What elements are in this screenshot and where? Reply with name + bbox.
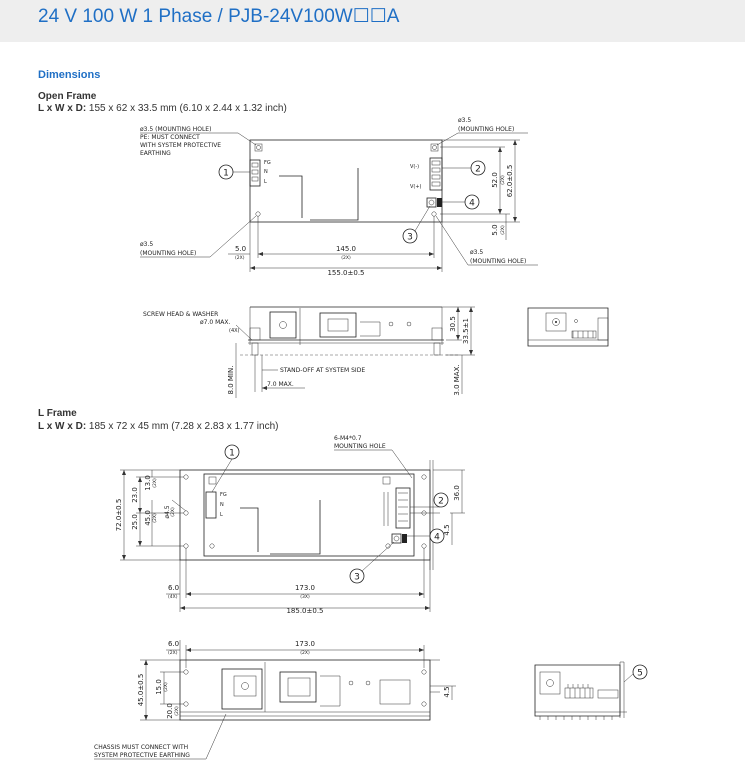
l-side-dim-60-qty: (2X) <box>168 651 178 656</box>
l-side-dim-1730: 173.0 <box>294 640 316 648</box>
label-fg: FG <box>264 160 271 166</box>
l-frame-mounting-hole <box>184 544 188 548</box>
dim-145: 145.0 <box>335 245 357 253</box>
label-n: N <box>264 169 268 175</box>
l-frame-side-outline <box>180 660 430 720</box>
l-frame-ac-terminal <box>206 492 216 518</box>
mh-bot-right-text: ø3.5 <box>470 249 484 256</box>
mh-top-left-text: EARTHING <box>140 150 171 157</box>
l-dim-1730: 173.0 <box>294 584 316 592</box>
l-dim-phi45: ø4.5 <box>164 505 171 519</box>
dim-335: 33.5±1 <box>462 318 470 344</box>
chassis-text: CHASSIS MUST CONNECT WITH <box>94 744 189 751</box>
dim-145-qty: (2X) <box>341 256 351 261</box>
l-dim-250: 25.0 <box>131 514 139 530</box>
label-vpos: V(+) <box>410 184 422 190</box>
svg-text:2: 2 <box>475 164 481 175</box>
dim-5v-qty: (2X) <box>501 225 506 235</box>
side-capacitor <box>320 313 356 337</box>
page-title: 24 V 100 W 1 Phase / PJB-24V100W☐☐A <box>38 6 400 27</box>
open-frame-end-view <box>528 308 608 346</box>
svg-text:5: 5 <box>637 668 643 679</box>
dim-3max: 3.0 MAX. <box>453 364 461 396</box>
label-l: L <box>264 179 267 185</box>
dim-155: 155.0±0.5 <box>327 269 365 277</box>
screw-head-text: SCREW HEAD & WASHER <box>143 311 219 318</box>
svg-text:1: 1 <box>229 448 235 459</box>
svg-text:1: 1 <box>223 168 229 179</box>
open-frame-top-view <box>140 117 538 277</box>
l-dim-60-qty: (4X) <box>168 595 178 600</box>
l-dim-1730-qty: (3X) <box>300 595 310 600</box>
l-frame-side-view <box>94 640 456 759</box>
l-frame-spec-label: L x W x D: <box>38 421 87 432</box>
voltage-adjust-pot <box>427 198 436 207</box>
svg-text:4: 4 <box>434 532 440 543</box>
open-frame-mounting-hole <box>432 212 436 216</box>
l-frame-mounting-hole <box>184 475 188 479</box>
l-mh-text: 6-M4*0.7 <box>334 435 362 442</box>
mh-top-right-text: (MOUNTING HOLE) <box>458 126 515 133</box>
dim-7max: 7.0 MAX. <box>267 381 294 388</box>
open-frame-pcb-outline <box>250 140 442 222</box>
l-label-l: L <box>220 512 223 518</box>
svg-text:3: 3 <box>407 232 413 243</box>
l-frame-title: L Frame <box>38 408 77 419</box>
l-frame-mounting-hole <box>184 511 188 515</box>
l-frame-dc-terminal <box>396 488 410 528</box>
open-frame-spec-value: 155 x 62 x 33.5 mm (6.10 x 2.44 x 1.32 inch) <box>86 103 287 114</box>
l-frame-spec-value: 185 x 72 x 45 mm (7.28 x 2.83 x 1.77 inch) <box>86 421 279 432</box>
l-mh-text: MOUNTING HOLE <box>334 443 386 450</box>
l-dim-130: 13.0 <box>144 475 152 491</box>
dim-8min: 8.0 MIN. <box>227 365 235 395</box>
open-frame-spec-label: L x W x D: <box>38 103 87 114</box>
l-dim-230: 23.0 <box>131 487 139 503</box>
mh-top-right-text: ø3.5 <box>458 117 472 124</box>
l-side-dim-60: 6.0 <box>168 640 180 648</box>
dim-52-qty: (2X) <box>501 175 506 185</box>
dim-305: 30.5 <box>449 316 457 332</box>
l-dim-45: 4.5 <box>443 524 451 536</box>
mh-top-left-text: PE: MUST CONNECT <box>140 134 200 141</box>
l-frame-end-view <box>535 662 647 720</box>
l-dim-130-qty: (2X) <box>153 478 158 488</box>
l-frame-top-view <box>115 435 465 615</box>
l-label-fg: FG <box>220 492 227 498</box>
l-dim-720: 72.0±0.5 <box>115 498 123 532</box>
l-dim-phi45-qty: (2X) <box>171 507 176 517</box>
dim-5v: 5.0 <box>491 224 499 236</box>
screw-head-qty: (4X) <box>229 328 240 334</box>
l-frame-mounting-hole <box>422 475 426 479</box>
standoff <box>252 343 258 355</box>
mh-bot-left-text: (MOUNTING HOLE) <box>140 250 197 257</box>
chassis-text: SYSTEM PROTECTIVE EARTHING <box>94 752 190 759</box>
l-side-dim-1730-qty: (2X) <box>300 651 310 656</box>
open-frame-side-view <box>143 307 475 398</box>
l-dim-1850: 185.0±0.5 <box>286 607 324 615</box>
l-frame-pcb <box>204 474 414 556</box>
standoff <box>434 343 440 355</box>
screw-head-text: ø7.0 MAX. <box>200 319 231 326</box>
ac-input-terminal <box>250 160 260 186</box>
dim-62: 62.0±0.5 <box>506 164 514 198</box>
l-side-dim-200: 20.0 <box>166 703 174 719</box>
l-side-dim-45: 4.5 <box>443 686 451 698</box>
mh-bot-right-text: (MOUNTING HOLE) <box>470 258 527 265</box>
svg-text:2: 2 <box>438 496 444 507</box>
l-frame-chassis-outline <box>180 470 430 560</box>
mh-top-left-text: ø3.5 (MOUNTING HOLE) <box>140 126 212 133</box>
open-frame-title: Open Frame <box>38 91 97 102</box>
l-side-dim-150: 15.0 <box>155 679 163 695</box>
l-frame-mounting-hole <box>422 544 426 548</box>
dim-5: 5.0 <box>235 245 247 253</box>
dimensions-heading: Dimensions <box>38 69 101 81</box>
label-vneg: V(-) <box>410 164 420 170</box>
mh-bot-left-text: ø3.5 <box>140 241 154 248</box>
l-dim-60: 6.0 <box>168 584 180 592</box>
open-frame-mounting-hole <box>431 144 438 151</box>
open-frame-mounting-hole <box>255 144 262 151</box>
mh-top-left-text: WITH SYSTEM PROTECTIVE <box>140 142 222 149</box>
l-label-n: N <box>220 502 224 508</box>
l-side-dim-150-qty: (2X) <box>164 682 169 692</box>
l-side-dim-200-qty: (2X) <box>175 706 180 716</box>
open-frame-mounting-hole <box>256 212 260 216</box>
svg-text:4: 4 <box>469 198 475 209</box>
l-side-dim-450: 45.0±0.5 <box>137 673 145 707</box>
svg-text:3: 3 <box>354 572 360 583</box>
power-led <box>437 198 442 207</box>
dim-5-qty: (2X) <box>235 256 245 261</box>
dim-52: 52.0 <box>491 172 499 188</box>
l-dim-450: 45.0 <box>144 510 152 526</box>
l-dim-360: 36.0 <box>453 485 461 501</box>
side-transformer <box>270 312 296 338</box>
standoff-text: STAND-OFF AT SYSTEM SIDE <box>280 367 366 374</box>
l-dim-450-qty: (2X) <box>153 513 158 523</box>
